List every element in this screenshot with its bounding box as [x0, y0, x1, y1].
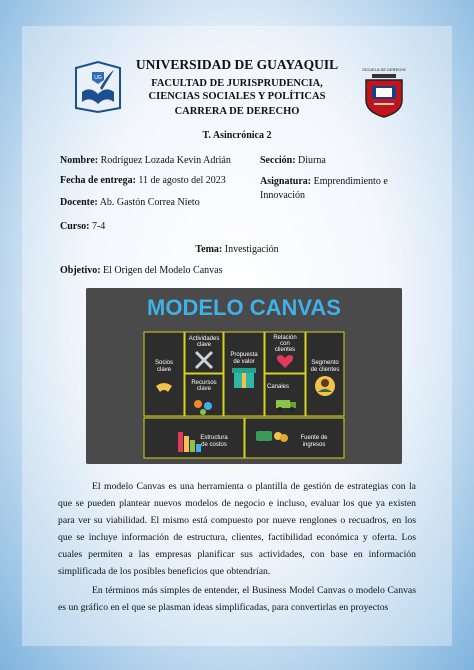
career-title: CARRERA DE DERECHO	[174, 106, 300, 117]
canvas-socios-line1: Socios	[154, 360, 174, 366]
canvas-canales-line1: Canales	[266, 384, 290, 390]
due-date-value: 11 de agosto del 2023	[135, 175, 226, 186]
section-field	[260, 155, 326, 166]
canvas-recursos-line2: clave	[196, 386, 212, 392]
university-title: UNIVERSIDAD DE GUAYAQUIL	[135, 57, 339, 72]
teacher-field	[60, 197, 200, 208]
due-date-field	[60, 175, 226, 186]
course-value: 7-4	[89, 221, 106, 232]
subject-field	[260, 175, 430, 203]
canvas-relacion-line1: Relación	[273, 335, 297, 341]
objective-value: El Origen del Modelo Canvas	[100, 265, 223, 276]
customer-avatar-icon	[315, 376, 335, 396]
canvas-propuesta-line2: de valor	[233, 359, 255, 365]
subject-label: Asignatura:	[260, 176, 312, 187]
paragraph-2: En términos más simples de entender, el Business Model Canvas o modelo Canvas es un gráfico en el que se plasman ideas simplificadas, para convertirlas en proyectos	[58, 585, 416, 613]
canvas-relacion-line2: con	[280, 341, 290, 347]
faculty-title	[0, 77, 474, 103]
canvas-propuesta-line1: Propuesta	[230, 352, 258, 358]
business-model-canvas-image	[86, 288, 402, 464]
theme-label: Tema:	[195, 244, 223, 255]
student-name-field	[60, 155, 231, 166]
theme-field	[0, 244, 474, 255]
teacher-label: Docente:	[60, 197, 98, 208]
theme-value: Investigación	[222, 244, 279, 255]
canvas-ingresos-line1: Fuente de	[300, 435, 328, 441]
subject-value: Emprendimiento e Innovación	[260, 176, 388, 201]
canvas-actividades-line1: Actividades	[188, 336, 220, 342]
objective-field	[60, 265, 222, 276]
paragraph-1: El modelo Canvas es una herramienta o plantilla de gestión de estrategias con la que se pueden plantear nuevos modelos de negocio e incluso, evaluar los que ya existen para ver su viabilidad. El mismo está compuesto por nueve renglones o recuadros, en los que se incluye información de estructura, clientes, factibilidad económica y oferta. Los cuales permiten a las empresas planificar sus actividades, con base en información simplificada de los posibles beneficios que obtendrían.	[58, 481, 416, 577]
faculty-line-1: FACULTAD DE JURISPRUDENCIA,	[151, 78, 323, 89]
canvas-relacion-line3: clientes	[274, 347, 296, 353]
svg-text:UG: UG	[94, 75, 102, 81]
section-label: Sección:	[260, 155, 296, 166]
faculty-line-2: CIENCIAS SOCIALES Y POLÍTICAS	[148, 91, 326, 102]
student-name-value: Rodríguez Lozada Kevin Adrián	[98, 155, 231, 166]
canvas-costos-line1: Estructura	[200, 435, 228, 441]
canvas-segmento-line2: de clientes	[310, 367, 340, 373]
section-value: Diurna	[295, 155, 326, 166]
objective-label: Objetivo:	[60, 265, 101, 276]
due-date-label: Fecha de entrega:	[60, 175, 136, 186]
task-title: T. Asincrónica 2	[202, 130, 272, 141]
teacher-value: Ab. Gastón Correa Nieto	[97, 197, 200, 208]
canvas-ingresos-line2: ingresos	[302, 442, 326, 448]
canvas-title: MODELO CANVAS	[147, 295, 341, 320]
course-label: Curso:	[60, 221, 90, 232]
canvas-recursos-line1: Recursos	[191, 380, 217, 386]
course-field	[60, 221, 105, 232]
gift-icon	[232, 368, 256, 388]
canvas-socios-line2: clave	[156, 367, 172, 373]
canvas-costos-line2: de costos	[201, 442, 227, 448]
student-name-label: Nombre:	[60, 155, 99, 166]
canvas-segmento-line1: Segmento	[311, 360, 339, 366]
law-school-logo-text: ESCUELA DE DERECHO	[362, 67, 406, 72]
canvas-actividades-line2: clave	[196, 342, 212, 348]
